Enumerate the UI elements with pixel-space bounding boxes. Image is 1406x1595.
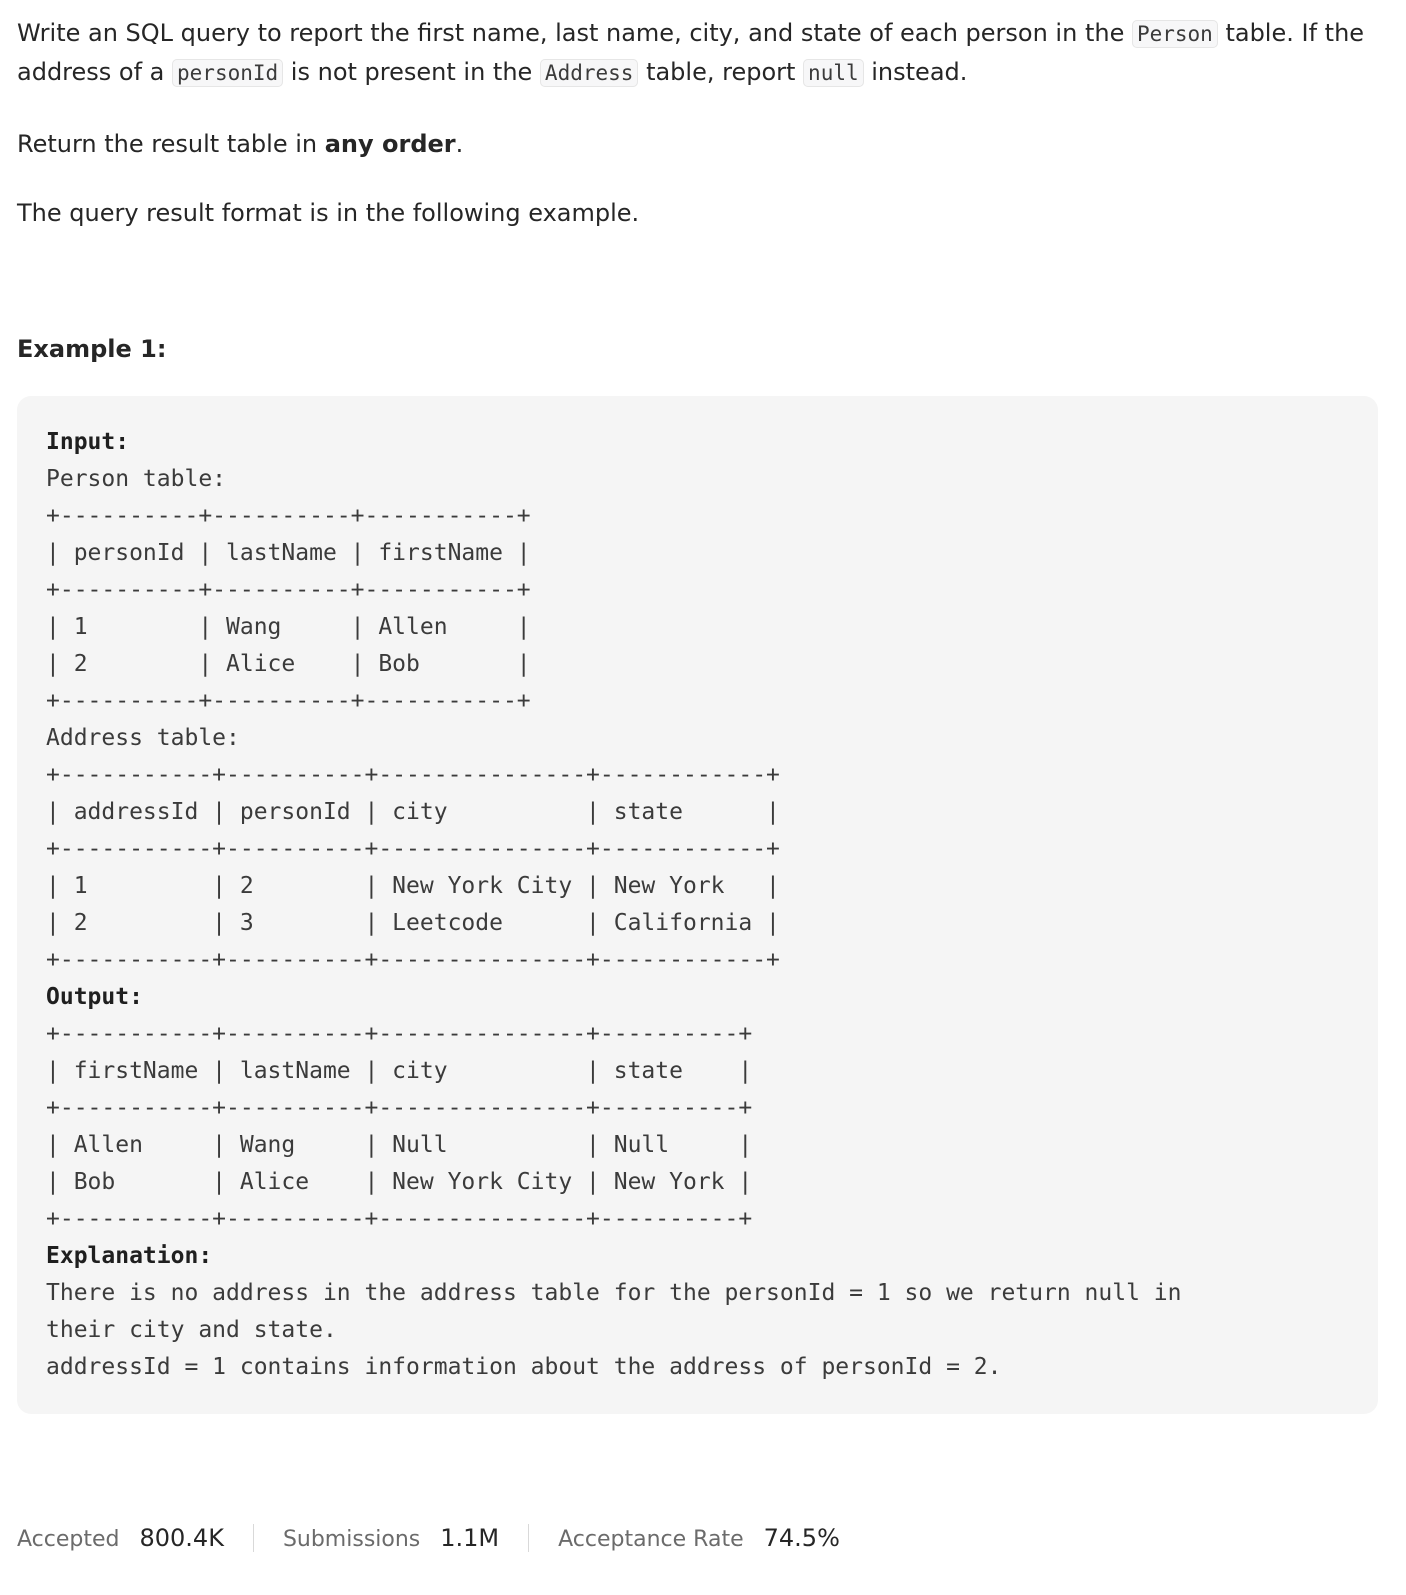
description-paragraph-1	[17, 14, 1389, 92]
description-paragraph-3: The query result format is in the following example.	[17, 199, 640, 227]
explanation-text: There is no address in the address table for the personId = 1 so we return null in their city and state. addressId = 1 contains information about the address of personId = 2.	[46, 1280, 1182, 1380]
stat-label: Accepted	[17, 1527, 120, 1552]
address-table-caption: Address table:	[46, 725, 240, 751]
stat-acceptance-rate	[558, 1524, 840, 1552]
stat-value: 800.4K	[139, 1524, 224, 1552]
explanation-label: Explanation:	[46, 1243, 213, 1269]
inline-code-address: Address	[540, 59, 639, 87]
description-text: .	[455, 130, 464, 158]
emphasis-text: any order	[324, 130, 456, 158]
description-text: instead.	[863, 58, 968, 86]
example-content	[46, 424, 1181, 1386]
inline-code-person: Person	[1132, 20, 1218, 48]
stat-divider	[253, 1524, 254, 1552]
example-block	[17, 396, 1378, 1414]
person-table-caption: Person table:	[46, 466, 227, 492]
description-paragraph-2	[17, 125, 463, 163]
stat-value: 74.5%	[763, 1524, 840, 1552]
stat-accepted	[17, 1524, 224, 1552]
inline-code-null: null	[803, 59, 864, 87]
stat-submissions	[283, 1524, 499, 1552]
stat-label: Acceptance Rate	[558, 1527, 744, 1552]
submission-stats	[17, 1518, 840, 1558]
stat-value: 1.1M	[440, 1524, 500, 1552]
output-table: +-----------+----------+---------------+----------+ | firstName | lastName | city | state | +-----------+----------+---------------+----------+ | Allen | Wang | Null | Null | | Bob | Alice | New York City | New York | +-----------+----------+---------------+----------+	[46, 1021, 753, 1232]
description-text: table, report	[638, 58, 804, 86]
output-label: Output:	[46, 984, 143, 1010]
stat-label: Submissions	[282, 1527, 421, 1552]
description-text: is not present in the	[283, 58, 540, 86]
inline-code-personid: personId	[172, 59, 283, 87]
description-text: Write an SQL query to report the first name, last name, city, and state of each person in the	[17, 19, 1132, 47]
description-text: Return the result table in	[17, 130, 325, 158]
person-table: +----------+----------+-----------+ | personId | lastName | firstName | +----------+----------+-----------+ | 1 | Wang | Allen | | 2 | Alice | Bob | +----------+----------+-----------+	[46, 503, 531, 714]
address-table: +-----------+----------+---------------+------------+ | addressId | personId | city | state | +-----------+----------+---------------+------------+ | 1 | 2 | New York City | New York | | 2 | 3 | Leetcode | California | +-----------+----------+---------------+------------+	[46, 762, 780, 973]
example-title: Example 1:	[17, 335, 167, 363]
stat-divider	[528, 1524, 529, 1552]
description-text: table. If the address of a	[17, 19, 1365, 86]
input-label: Input:	[46, 429, 130, 455]
